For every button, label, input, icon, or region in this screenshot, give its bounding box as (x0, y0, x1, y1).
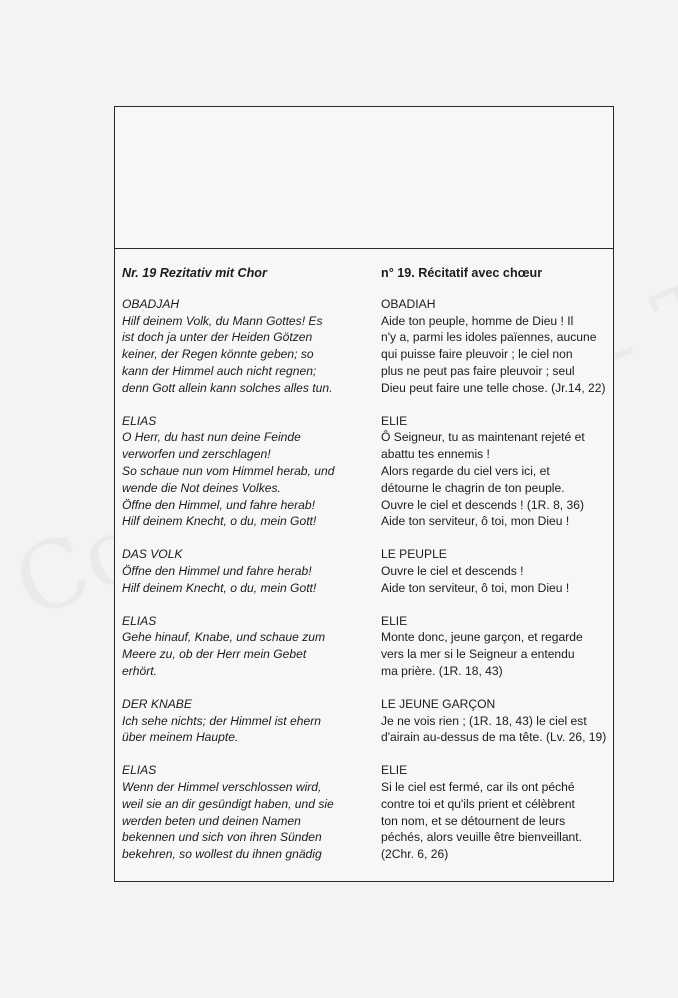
speech-block (122, 413, 362, 531)
text-line: Aide ton serviteur, ô toi, mon Dieu ! (381, 514, 570, 529)
speech-block (381, 546, 611, 596)
text-line: Aide ton peuple, homme de Dieu ! Il (381, 313, 574, 328)
text-line: Ouvre le ciel et descends ! (1R. 8, 36) (381, 497, 585, 512)
text-line: Ouvre le ciel et descends ! (381, 563, 524, 578)
text-line: Alors regarde du ciel vers ici, et (381, 463, 550, 478)
text-line: So schaue nun vom Himmel herab, und (122, 463, 335, 478)
speech-block (381, 296, 611, 397)
german-column (122, 265, 362, 879)
text-line: erhört. (122, 663, 157, 678)
text-line: kann der Himmel auch nicht regnen; (122, 363, 317, 378)
text-line: weil sie an dir gesündigt haben, und sie (122, 796, 334, 811)
speaker-name: LE JEUNE GARÇON (381, 696, 496, 711)
speaker-name: DER KNABE (122, 696, 192, 711)
text-line: (2Chr. 6, 26) (381, 847, 449, 862)
speech-block (122, 613, 362, 680)
speech-block (381, 762, 611, 863)
german-blocks (122, 296, 362, 863)
french-column (381, 265, 611, 879)
speech-block (122, 546, 362, 596)
text-line: ma prière. (1R. 18, 43) (381, 663, 503, 678)
text-line: Je ne vois rien ; (1R. 18, 43) le ciel est (381, 713, 587, 728)
speech-block (122, 762, 362, 863)
text-line: ton nom, et se détournent de leurs (381, 813, 566, 828)
speech-block (122, 296, 362, 397)
speech-block (381, 696, 611, 746)
text-line: Ô Seigneur, tu as maintenant rejeté et (381, 430, 585, 445)
text-line: contre toi et qu'ils prient et célèbrent (381, 796, 575, 811)
text-line: keiner, der Regen könnte geben; so (122, 347, 314, 362)
speech-block (381, 413, 611, 531)
text-line: abattu tes ennemis ! (381, 447, 490, 462)
text-line: détourne le chagrin de ton peuple. (381, 480, 565, 495)
speaker-name: ELIAS (122, 763, 157, 778)
text-line: Si le ciel est fermé, car ils ont péché (381, 779, 575, 794)
speaker-name: LE PEUPLE (381, 547, 447, 562)
text-line: péchés, alors veuille être bienveillant. (381, 830, 583, 845)
text-line: Öffne den Himmel und fahre herab! (122, 563, 312, 578)
speaker-name: ELIE (381, 613, 408, 628)
speaker-name: ELIAS (122, 413, 157, 428)
text-line: Gehe hinauf, Knabe, und schaue zum (122, 630, 326, 645)
text-line: Hilf deinem Knecht, o du, mein Gott! (122, 580, 317, 595)
text-line: ist doch ja unter der Heiden Götzen (122, 330, 313, 345)
text-line: bekehren, so wollest du ihnen gnädig (122, 847, 322, 862)
text-line: Dieu peut faire une telle chose. (Jr.14, 22) (381, 380, 606, 395)
text-line: Hilf deinem Knecht, o du, mein Gott! (122, 514, 317, 529)
german-heading: Nr. 19 Rezitativ mit Chor (122, 266, 267, 280)
speaker-name: ELIE (381, 413, 408, 428)
speaker-name: ELIAS (122, 613, 157, 628)
speaker-name: OBADJAH (122, 296, 180, 311)
text-line: Hilf deinem Volk, du Mann Gottes! Es (122, 313, 323, 328)
speech-block (122, 696, 362, 746)
text-line: wende die Not deines Volkes. (122, 480, 281, 495)
text-line: plus ne peut pas faire pleuvoir ; seul (381, 363, 575, 378)
speaker-name: ELIE (381, 763, 408, 778)
text-frame (114, 106, 614, 882)
frame-divider (115, 248, 613, 249)
text-line: werden beten und deinen Namen (122, 813, 301, 828)
french-blocks (381, 296, 611, 863)
text-line: bekennen und sich von ihren Sünden (122, 830, 322, 845)
text-line: Meere zu, ob der Herr mein Gebet (122, 647, 307, 662)
text-line: über meinem Haupte. (122, 730, 239, 745)
text-line: d'airain au-dessus de ma tête. (Lv. 26, 19) (381, 730, 607, 745)
speaker-name: DAS VOLK (122, 547, 183, 562)
text-line: vers la mer si le Seigneur a entendu (381, 647, 575, 662)
text-line: Wenn der Himmel verschlossen wird, (122, 779, 322, 794)
text-line: denn Gott allein kann solches alles tun. (122, 380, 333, 395)
text-line: Ich sehe nichts; der Himmel ist ehern (122, 713, 321, 728)
text-line: Aide ton serviteur, ô toi, mon Dieu ! (381, 580, 570, 595)
text-line: Monte donc, jeune garçon, et regarde (381, 630, 583, 645)
text-line: verworfen und zerschlagen! (122, 447, 271, 462)
text-line: qui puisse faire pleuvoir ; le ciel non (381, 347, 573, 362)
speaker-name: OBADIAH (381, 296, 436, 311)
text-line: Öffne den Himmel, und fahre herab! (122, 497, 315, 512)
text-line: n'y a, parmi les idoles païennes, aucune (381, 330, 597, 345)
french-heading: n° 19. Récitatif avec chœur (381, 266, 543, 280)
text-line: O Herr, du hast nun deine Feinde (122, 430, 301, 445)
speech-block (381, 613, 611, 680)
